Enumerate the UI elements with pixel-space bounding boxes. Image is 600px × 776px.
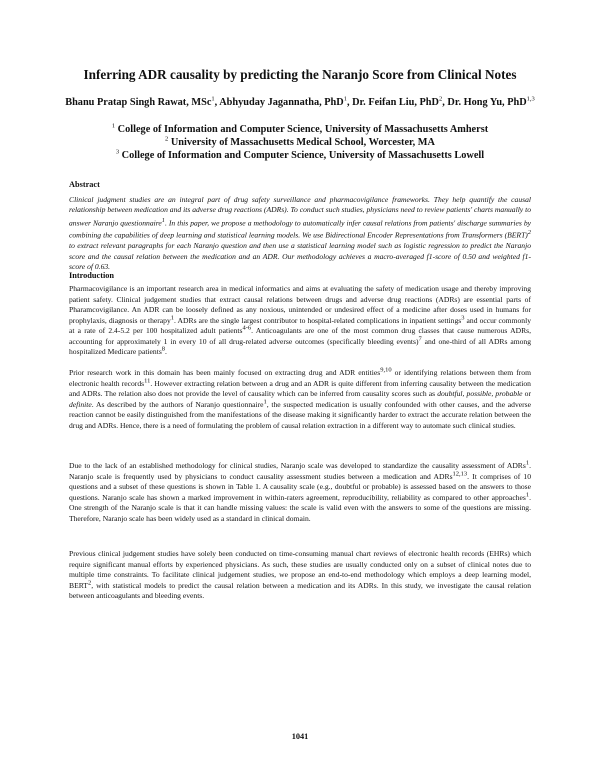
paper-title: Inferring ADR causality by predicting the Naranjo Score from Clinical Notes <box>83 67 517 82</box>
text-span: , with statistical models to predict the causal relation between a medication and its ADRs. In this study, we investigate the causal relation between anticoagulants and bleeding events. <box>69 580 531 600</box>
citation: 9,10 <box>380 366 392 374</box>
citation: 11 <box>144 376 151 384</box>
citation: 1 <box>525 459 530 467</box>
affiliation-mark: 1 <box>111 122 116 130</box>
intro-paragraph-3 <box>69 461 531 524</box>
author-list <box>60 97 540 110</box>
intro-paragraph-2 <box>69 368 531 431</box>
citation: 1 <box>170 313 174 321</box>
affiliation-mark: 3 <box>115 148 120 156</box>
citation: 12,13 <box>452 469 468 477</box>
author-separator: , <box>214 97 220 108</box>
author-affiliation-mark: 1,3 <box>526 95 535 103</box>
citation: 3 <box>461 313 465 321</box>
abstract-text <box>69 195 531 272</box>
citation: 2 <box>527 229 531 237</box>
author-separator: , <box>346 97 353 108</box>
author-affiliation-mark: 2 <box>438 95 443 103</box>
affiliation-mark: 2 <box>165 135 169 143</box>
text-span: . Naranjo scale is frequently used by physicians to conduct causality assessment studies between a medication and ADRs <box>69 461 531 481</box>
page-number: 1041 <box>291 732 309 741</box>
affiliation-text: College of Information and Computer Science, University of Massachusetts Lowell <box>121 150 485 161</box>
intro-paragraph-4 <box>69 549 531 602</box>
affiliation <box>60 124 540 137</box>
citation: 1 <box>263 397 267 405</box>
text-span: , the suspected medication is usually confounded with other causes, and the adverse reaction cannot be easily distinguished from the manifestations of the disease making it significantly harder to extract the accurate relation between the drug and ADRs. Hence, there is a need of formulating the problem of causal relation extraction in a different way to automate such clinical studies. <box>69 399 531 430</box>
affiliation-text: University of Massachusetts Medical School, Worcester, MA <box>170 137 435 148</box>
author-name: Dr. Feifan Liu, PhD <box>352 97 439 108</box>
text-span: . One strength of the Naranjo scale is that it can handle missing values: the scale is valid even with the answers to some of the questions are missing. Therefore, Naranjo scale has been widely used as a standard in clinical domain. <box>69 492 531 523</box>
author-affiliation-mark: 1 <box>211 95 215 103</box>
author-name: Dr. Hong Yu, PhD <box>447 97 527 108</box>
text-span: and one-third of all ADRs among hospitalized Medicare patients <box>69 336 532 356</box>
citation: 1 <box>161 216 165 224</box>
abstract-span: Clinical judgment studies are an integral part of drug safety surveillance and pharmacovigilance frameworks. They help quantify the causal relationship between medication and its adverse drug reactions (ADRs). To conduct such studies, physicians need to review patients' charts manually to answer Naranjo questionnaire <box>69 195 531 228</box>
citation: 1 <box>525 490 530 498</box>
text-span: Due to the lack of an established methodology for clinical studies, Naranjo scale was developed to standardize the causality assessment of ADRs <box>69 461 526 470</box>
citation: 7 <box>418 334 422 342</box>
affiliation <box>60 137 540 150</box>
text-span: . Anticoagulants are one of the most common drug classes that cause numerous ADRs, accounting for approximately 1 in every 10 of all drug-related adverse outcomes (specifically bleeding events) <box>69 326 531 346</box>
text-span: Pharmacovigilance is an important research area in medical informatics and aims at evaluating the safety of medication usage and thereby improving patient safety. Clinical judgement studies that extract causal relations between drugs and adverse drug reactions (ADRs) are essential parts of Pharamcovigilance. An ADR can be loosely defined as any noxious, unintended or undesired effect of a medicine after doses used in humans for prophylaxis, diagnosis or therapy <box>69 284 531 325</box>
citation: 4-6 <box>242 324 252 332</box>
affiliation <box>60 150 540 163</box>
text-span: . However extracting relation between a drug and an ADR is quite different from inferring causality between the medication and ADRs. The relation also does not provide the level of causality which can be inferred from causality scores such as <box>69 378 531 398</box>
text-span: . It comprises of 10 questions and a subset of these questions is shown in Table 1. A causality scale (e.g., doubtful or probable) is assessed based on the answers to those questions. Naranjo scale has shown a marked improvement in within-raters agreement, reproducibility, reliability as compared to other approaches <box>69 471 531 502</box>
citation: 2 <box>87 578 92 586</box>
text-span: . ADRs are the single largest contributor to hospital-related complications in inpatient settings <box>174 315 462 325</box>
text-span: or identifying relations between them from electronic health records <box>69 368 532 388</box>
author-separator: , <box>442 97 448 108</box>
italic-span: doubtful, possible, probable <box>437 389 523 398</box>
text-span: or <box>522 389 531 398</box>
abstract-span: to extract relevant paragraphs for each Naranjo question and then use a statistical learning model such as logistic regression to predict the Naranjo score and the causal relation between the medication and an ADR. Our methodology achieves a macro-averaged f1-score of 0.50 and weighted f1-score of 0.63. <box>69 241 531 271</box>
text-span: . As described by the authors of Naranjo questionnaire <box>91 399 264 409</box>
author-name: Abhyuday Jagannatha, PhD <box>219 97 344 108</box>
author-affiliation-mark: 1 <box>343 95 347 103</box>
italic-span: definite <box>69 399 92 409</box>
affiliation-text: College of Information and Computer Science, University of Massachusetts Amherst <box>117 124 489 135</box>
abstract-heading: Abstract <box>69 180 100 189</box>
introduction-heading: Introduction <box>69 271 115 280</box>
text-span: Prior research work in this domain has been mainly focused on extracting drug and ADR entities <box>69 368 381 377</box>
author-name: Bhanu Pratap Singh Rawat, MSc <box>65 97 212 108</box>
text-span: . <box>165 347 167 356</box>
text-span: Previous clinical judgement studies have solely been conducted on time-consuming manual chart reviews of electronic health records (EHRs) which require significant manual efforts by experienced physicians. As such, these studies are usually conducted only on a subset of clinical notes due to multiple time constraints. To facilitate clinical judgement studies, we propose an end-to-end methodology which employs a deep learning model, BERT <box>69 549 531 590</box>
text-span: and occur commonly at a rate of 2.4-5.2 per 100 hospitalized adult patients <box>69 315 531 335</box>
citation: 8 <box>161 345 166 353</box>
abstract-span: . In this paper, we propose a methodology to automatically infer causal relations from patients' discharge summaries by combining the capabilities of deep learning and statistical learning models. We use Bidirectional Encoder Representations from Transformers (BERT) <box>69 218 531 240</box>
intro-paragraph-1 <box>69 284 531 358</box>
